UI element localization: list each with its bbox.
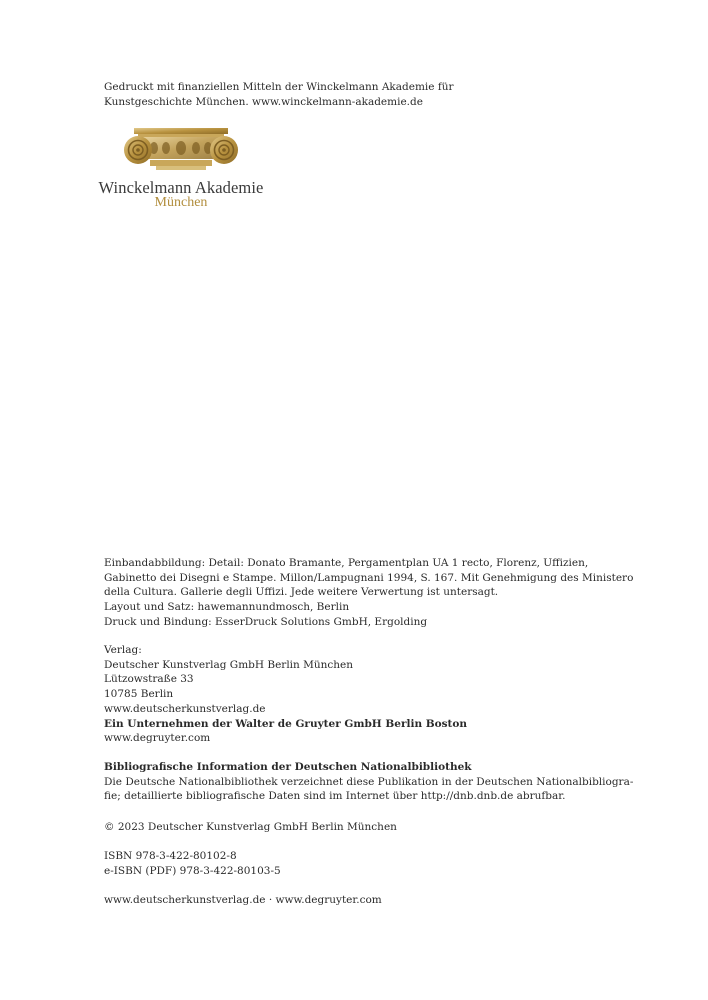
publisher-name: Deutscher Kunstverlag GmbH Berlin München	[104, 658, 354, 671]
biblio-line-1: Die Deutsche Nationalbibliothek verzeichnet diese Publikation in der Deutschen Nationalbibliogra-	[104, 775, 634, 788]
credits-line-1: Einbandabbildung: Detail: Donato Bramante, Pergamentplan UA 1 recto, Florenz, Uffizien,	[104, 557, 589, 569]
publisher-city: 10785 Berlin	[104, 688, 174, 701]
logo-city: München	[154, 195, 208, 210]
ionic-capital-icon	[98, 126, 264, 180]
isbn-pdf: e-ISBN (PDF) 978-3-422-80103-5	[104, 864, 281, 877]
funding-note	[104, 80, 604, 109]
isbn-print: ISBN 978-3-422-80102-8	[104, 850, 237, 862]
cover-credits	[104, 556, 634, 630]
credits-line-4: Layout und Satz: hawemannundmosch, Berlin	[104, 601, 350, 614]
winckelmann-akademie-logo	[98, 126, 268, 216]
logo-name: Winckelmann Akademie	[98, 178, 264, 197]
biblio-line-2: fie; detaillierte bibliografische Daten sind im Internet über http://dnb.dnb.de abrufbar.	[104, 790, 566, 803]
publisher-website: www.deutscherkunstverlag.de	[104, 702, 266, 715]
publisher-info	[104, 643, 604, 746]
funding-note-line-2: Kunstgeschichte München. www.winckelmann-akademie.de	[104, 95, 423, 108]
funding-note-line-1: Gedruckt mit finanziellen Mitteln der Winckelmann Akademie für	[104, 81, 454, 93]
isbn-info	[104, 849, 604, 878]
publisher-group-website: www.degruyter.com	[104, 732, 211, 745]
credits-line-3: della Cultura. Gallerie degli Uffizi. Jede weitere Verwertung ist untersagt.	[104, 586, 499, 599]
publisher-group: Ein Unternehmen der Walter de Gruyter GmbH Berlin Boston	[104, 717, 468, 730]
bibliographic-info	[104, 760, 634, 804]
credits-line-2: Gabinetto dei Disegni e Stampe. Millon/Lampugnani 1994, S. 167. Mit Genehmigung des Ministero	[104, 571, 634, 584]
copyright-line: © 2023 Deutscher Kunstverlag GmbH Berlin München	[104, 821, 397, 833]
websites-footer	[104, 893, 604, 908]
websites-line: www.deutscherkunstverlag.de · www.degruyter.com	[104, 894, 382, 906]
publisher-street: Lützowstraße 33	[104, 673, 194, 686]
credits-line-5: Druck und Bindung: EsserDruck Solutions GmbH, Ergolding	[104, 615, 428, 628]
publisher-label: Verlag:	[104, 644, 142, 656]
copyright-notice	[104, 820, 604, 835]
biblio-heading: Bibliografische Information der Deutschen Nationalbibliothek	[104, 761, 472, 773]
